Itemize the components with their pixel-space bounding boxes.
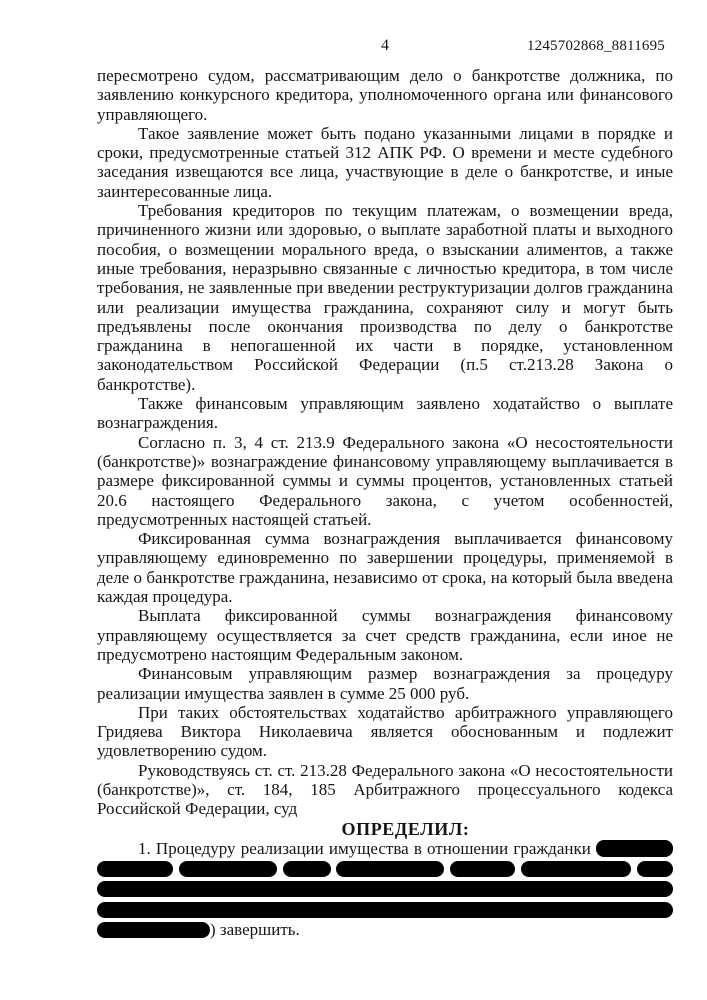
ruling-heading: ОПРЕДЕЛИЛ: [341, 818, 470, 839]
paragraph: Такое заявление может быть подано указанными лицами в порядке и сроки, предусмотренные статьей 312 АПК РФ. О времени и месте судебного заседания извещаются все лица, участвующие в деле о банкротстве, и иные заинтересованные лица. [97, 123, 673, 201]
document-id: 1245702868_8811695 [526, 38, 665, 54]
ruling-item-1 [97, 839, 673, 859]
paragraph: Согласно п. 3, 4 ст. 213.9 Федерального закона «О несостоятельности (банкротстве)» вознаграждение финансовому управляющему выплачивается в размере фиксированной суммы и суммы процентов, установленных статьей 20.6 настоящего Федерального закона, с учетом особенностей, предусмотренных настоящей статьей. [97, 432, 673, 529]
redaction-inline-bar [596, 840, 673, 857]
redaction-bar [637, 861, 673, 877]
paragraph: При таких обстоятельствах ходатайство арбитражного управляющего Гридяева Виктора Николаевича является обоснованным и подлежит удовлетворению судом. [97, 702, 673, 761]
redaction-full-line [97, 879, 673, 900]
page-number: 4 [381, 37, 389, 54]
ruling-ending-text: ) завершить. [210, 920, 300, 940]
paragraph: Фиксированная сумма вознаграждения выплачивается финансовому управляющему единовременно по завершении процедуры, применяемой в деле о банкротстве гражданина, независимо от срока, на который была введена каждая процедура. [97, 529, 673, 607]
redaction-full-rows [97, 879, 673, 920]
ruling-item-1-ending [97, 920, 673, 941]
redaction-word-row [97, 859, 673, 880]
redaction-bar [283, 861, 331, 877]
redaction-bar-full [97, 881, 673, 897]
redaction-full-line [97, 900, 673, 921]
paragraph: Требования кредиторов по текущим платежам, о возмещении вреда, причиненного жизни или здоровью, о выплате заработной платы и выходного пособия, о возмещении морального вреда, о взыскании алиментов, а также иные требования, неразрывно связанные с личностью кредитора, в том числе требования, не заявленные при введении реструктуризации долгов гражданина или реализации имущества гражданина, сохраняют силу и могут быть предъявлены после окончания производства по делу о банкротстве гражданина в непогашенной их части в порядке, установленном законодательством Российской Федерации (п.5 ст.213.28 Закона о банкротстве). [97, 201, 673, 394]
paragraph: Также финансовым управляющим заявлено ходатайство о выплате вознаграждения. [97, 394, 673, 433]
paragraph: Руководствуясь ст. ст. 213.28 Федерального закона «О несостоятельности (банкротстве)», ст. 184, 185 Арбитражного процессуального кодекса Российской Федерации, суд [97, 760, 673, 819]
redaction-bar [97, 861, 173, 877]
document-body [97, 66, 673, 941]
paragraph: пересмотрено судом, рассматривающим дело о банкротстве должника, по заявлению конкурсного кредитора, уполномоченного органа или финансового управляющего. [97, 66, 673, 124]
ruling-item-1-text: 1. Процедуру реализации имущества в отношении гражданки [138, 838, 591, 858]
paragraph: Финансовым управляющим размер вознаграждения за процедуру реализации имущества заявлен в сумме 25 000 руб. [97, 664, 673, 703]
redaction-bar [450, 861, 515, 877]
redaction-bar [521, 861, 631, 877]
paragraph: Выплата фиксированной суммы вознаграждения финансовому управляющему осуществляется за счет средств гражданина, если иное не предусмотрено настоящим Федеральным законом. [97, 606, 673, 664]
redaction-bar [179, 861, 277, 877]
redaction-closing-bar [97, 922, 210, 938]
redaction-bar-full [97, 902, 673, 918]
redaction-bar [336, 861, 444, 877]
